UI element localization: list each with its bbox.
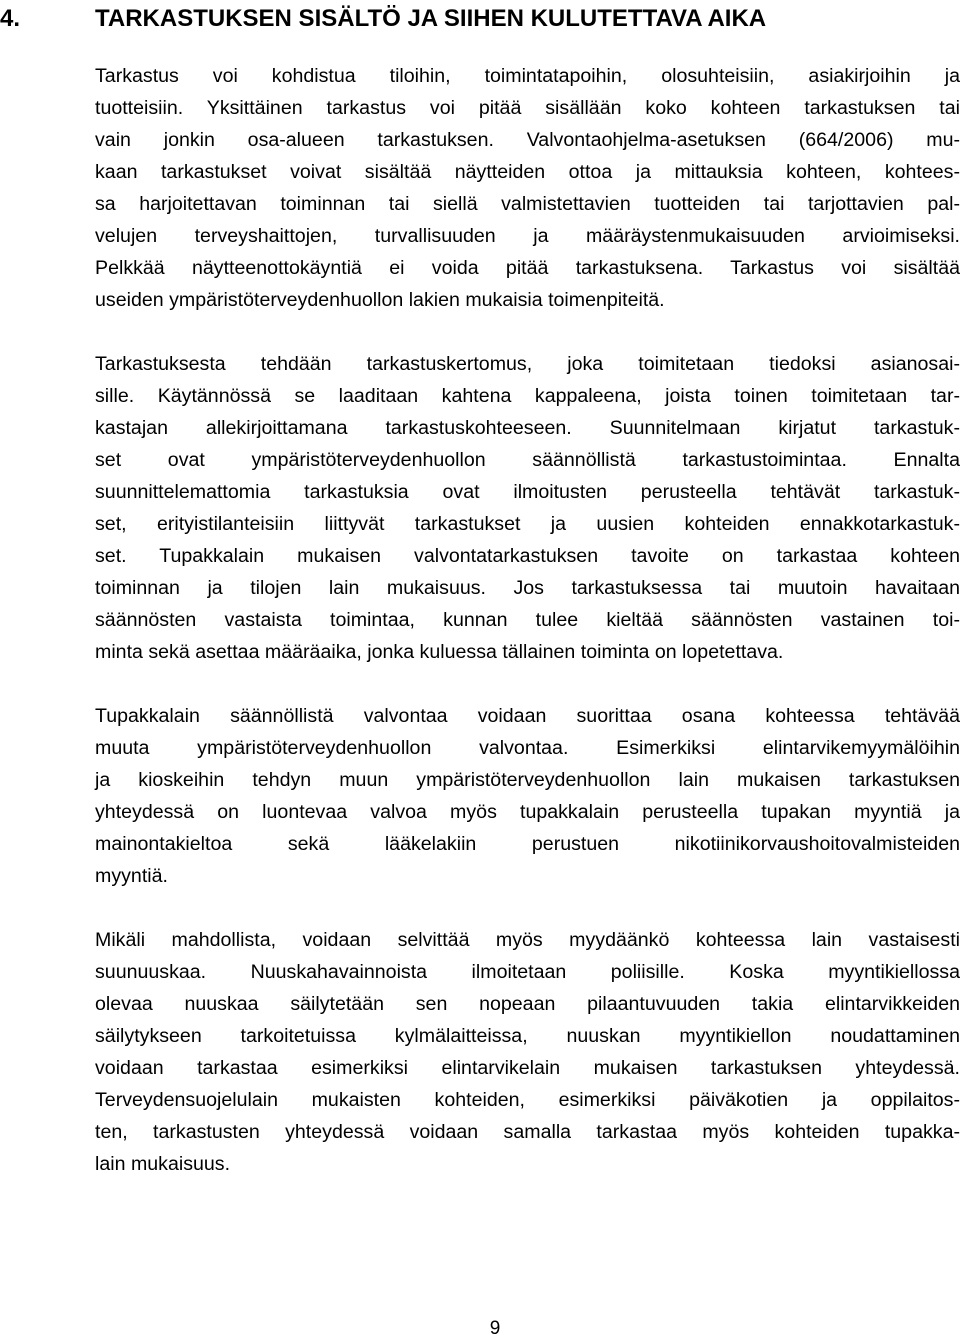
paragraph-4: [95, 924, 960, 1180]
text-line: Tupakkalain säännöllistä valvontaa voidaan suorittaa osana kohteessa tehtävää: [95, 705, 960, 727]
text-line: Terveydensuojelulain mukaisten kohteiden, esimerkiksi päiväkotien ja oppilaitos-: [95, 1089, 960, 1111]
text-line: sa harjoitettavan toiminnan tai siellä valmistettavien tuotteiden tai tarjottavien pal-: [95, 193, 960, 215]
text-line: voidaan tarkastaa esimerkiksi elintarvikelain mukaisen tarkastuksen yhteydessä.: [95, 1057, 960, 1079]
text-line: toiminnan ja tilojen lain mukaisuus. Jos tarkastuksessa tai muutoin havaitaan: [95, 577, 960, 599]
text-line: kaan tarkastukset voivat sisältää näytteiden ottoa ja mittauksia kohteen, kohtees-: [95, 161, 960, 183]
section-title: TARKASTUKSEN SISÄLTÖ JA SIIHEN KULUTETTAVA AIKA: [95, 5, 767, 32]
paragraph-2: [95, 348, 960, 668]
text-line: mainontakieltoa sekä lääkelakiin perustuen nikotiinikorvaushoitovalmisteiden: [95, 833, 960, 855]
text-line: suunnittelemattomia tarkastuksia ovat ilmoitusten perusteella tehtävät tarkastuk-: [95, 481, 960, 503]
text-line: minta sekä asettaa määräaika, jonka kuluessa tällainen toiminta on lopetettava.: [95, 641, 784, 663]
text-line: Tarkastuksesta tehdään tarkastuskertomus, joka toimitetaan tiedoksi asianosai-: [95, 353, 960, 375]
text-line: säännösten vastaista toimintaa, kunnan tulee kieltää säännösten vastainen toi-: [95, 609, 960, 631]
text-line: myyntiä.: [95, 865, 168, 887]
text-line: vain jonkin osa-alueen tarkastuksen. Valvontaohjelma-asetuksen (664/2006) mu-: [95, 129, 960, 151]
text-line: set, erityistilanteisiin liittyvät tarkastukset ja uusien kohteiden ennakkotarkastuk-: [95, 513, 960, 535]
text-line: suunuuskaa. Nuuskahavainnoista ilmoitetaan poliisille. Koska myyntikiellossa: [95, 961, 960, 983]
text-line: sille. Käytännössä se laaditaan kahtena kappaleena, joista toinen toimitetaan tar-: [95, 385, 960, 407]
text-line: muuta ympäristöterveydenhuollon valvontaa. Esimerkiksi elintarvikemyymälöihin: [95, 737, 960, 759]
text-line: ten, tarkastusten yhteydessä voidaan samalla tarkastaa myös kohteiden tupakka-: [95, 1121, 960, 1143]
text-line: velujen terveyshaittojen, turvallisuuden ja määräystenmukaisuuden arvioimiseksi.: [95, 225, 960, 247]
text-line: set ovat ympäristöterveydenhuollon säännöllistä tarkastustoimintaa. Ennalta: [95, 449, 960, 471]
text-line: kastajan allekirjoittamana tarkastuskohteeseen. Suunnitelmaan kirjatut tarkastuk-: [95, 417, 960, 439]
text-line: set. Tupakkalain mukaisen valvontatarkastuksen tavoite on tarkastaa kohteen: [95, 545, 960, 567]
text-line: Tarkastus voi kohdistua tiloihin, toimintatapoihin, olosuhteisiin, asiakirjoihin ja: [95, 65, 960, 87]
text-line: lain mukaisuus.: [95, 1153, 231, 1175]
text-line: olevaa nuuskaa säilytetään sen nopeaan pilaantuvuuden takia elintarvikkeiden: [95, 993, 960, 1015]
text-line: säilytykseen tarkoitetuissa kylmälaitteissa, nuuskan myyntikiellon noudattaminen: [95, 1025, 960, 1047]
section-heading: [0, 2, 960, 36]
text-line: Pelkkää näytteenottokäyntiä ei voida pitää tarkastuksena. Tarkastus voi sisältää: [95, 257, 960, 279]
paragraph-1: [95, 60, 960, 316]
section-number: 4.: [0, 5, 21, 32]
text-line: useiden ympäristöterveydenhuollon lakien mukaisia toimenpiteitä.: [95, 289, 665, 311]
page-number: 9: [489, 1318, 501, 1339]
body-text: [95, 60, 960, 1180]
paragraph-3: [95, 700, 960, 892]
text-line: ja kioskeihin tehdyn muun ympäristöterveydenhuollon lain mukaisen tarkastuksen: [95, 769, 960, 791]
text-line: Mikäli mahdollista, voidaan selvittää myös myydäänkö kohteessa lain vastaisesti: [95, 929, 960, 951]
text-line: yhteydessä on luontevaa valvoa myös tupakkalain perusteella tupakan myyntiä ja: [95, 801, 960, 823]
text-line: tuotteisiin. Yksittäinen tarkastus voi pitää sisällään koko kohteen tarkastuksen tai: [95, 97, 960, 119]
